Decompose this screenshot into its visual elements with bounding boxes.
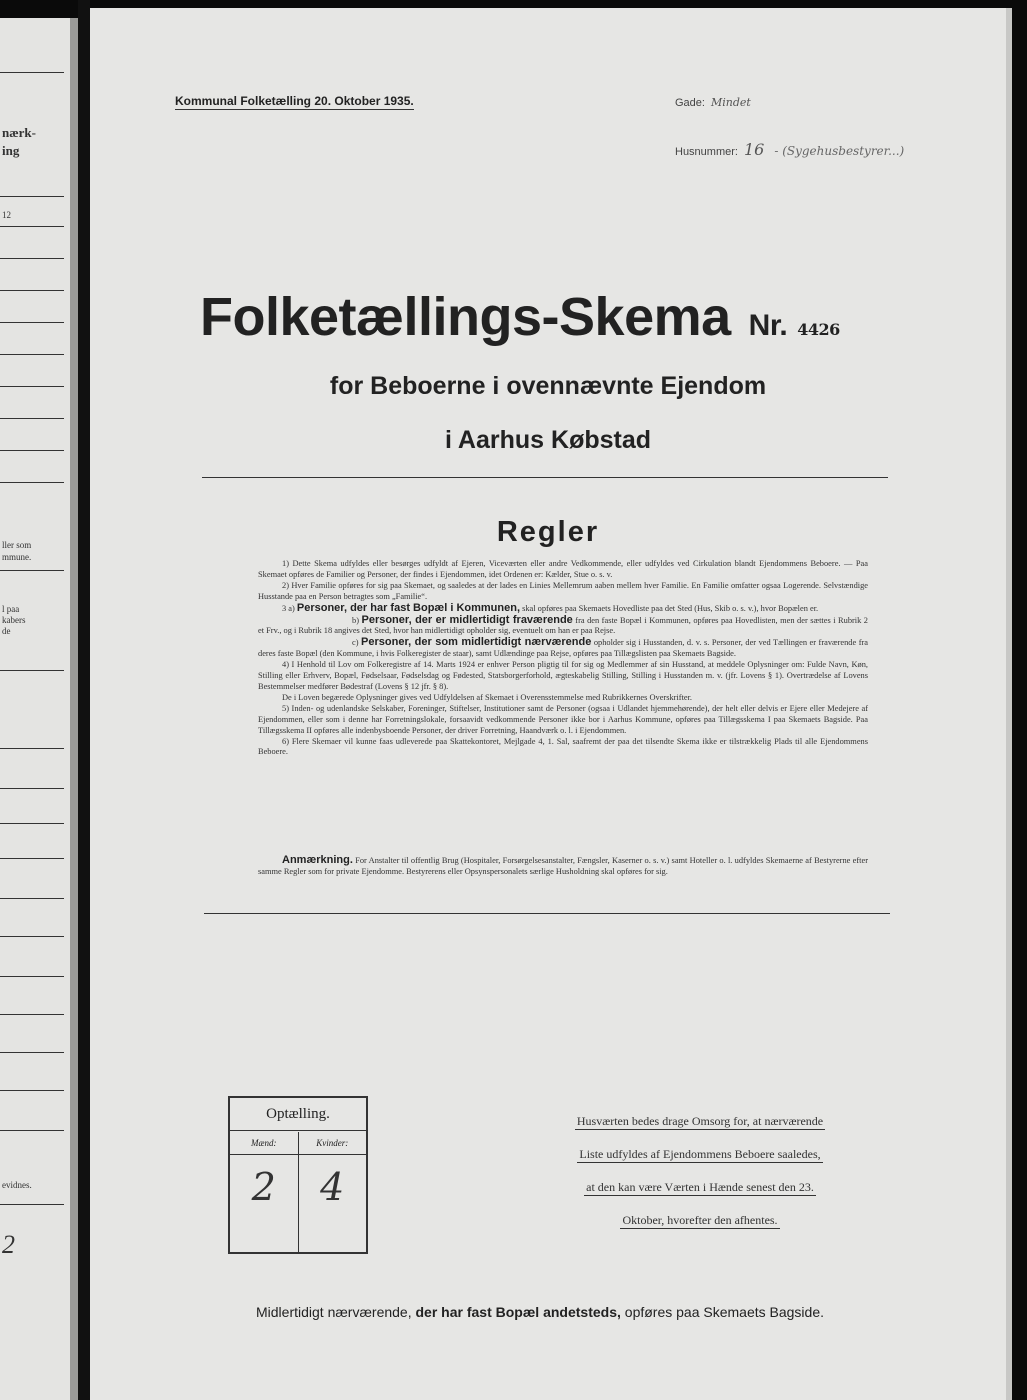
anmaerkning — [258, 855, 868, 877]
ruled-line — [0, 386, 64, 387]
rules-body — [258, 559, 868, 758]
census-header: Kommunal Folketælling 20. Oktober 1935. — [175, 94, 414, 108]
ruled-line — [0, 748, 64, 749]
ruled-line — [0, 788, 64, 789]
ruled-line — [0, 482, 64, 483]
rule-3c — [258, 637, 868, 660]
page-fragment: l paa — [2, 604, 20, 614]
page-fragment: nærk- — [2, 125, 36, 140]
rule-3b-number: b) — [352, 615, 359, 625]
form-subtitle-city: i Aarhus Købstad — [444, 426, 652, 454]
gade-field — [675, 96, 751, 109]
maend-column — [230, 1132, 298, 1252]
landlord-notice — [530, 1108, 870, 1240]
rule-3a-heading: Personer, der har fast Bopæl i Kommunen, — [296, 601, 520, 614]
form-title-main: Folketællings-Skema — [200, 287, 731, 347]
rule-3b-text: fra den faste Bopæl i Kommunen, opføres paa Hovedlisten, men der sættes i Rubrik 2 et Frv., og i Rubrik 18 angives det Sted, hvor han midlertidigt opholder sig, eventuelt om han er paa Rejse. — [258, 615, 868, 636]
page-fragment: ing — [2, 143, 20, 158]
ruled-line — [0, 290, 64, 291]
book-gutter — [78, 0, 90, 1400]
page-fragment: 2 — [2, 1230, 15, 1259]
page-binding-edge — [70, 18, 78, 1400]
rule-3a-number: 3 a) — [282, 603, 295, 613]
rule-3c-text: opholder sig i Husstanden, d. v. s. Personer, der ved Tællingen er fraværende fra deres faste Bopæl (den Kommune, i hvis Folkeregister de staar), samt Udlændinge paa Rejse, opføres paa Tillægslisten paa Skemaets Bagside. — [258, 638, 869, 659]
census-form-page — [90, 8, 1012, 1400]
notice-line: Husværten bedes drage Omsorg for, at nærværende — [576, 1114, 824, 1128]
ruled-line — [0, 570, 64, 571]
rule-4: 4) I Henhold til Lov om Folkeregistre af 14. Marts 1924 er enhver Person pligtig til for sig og Medlemmer af sin Husstand, at meddele Oplysninger om: Fulde Navn, Køn, Stilling eller Erhverv, Bopæl, Fødselsaar, Fødselsdag og Fødested, Statsborgerforhold, ægteskabelig Stilling, Stilling i Husstanden m. v. (jfr. Lovens § 1). Overtrædelse af Lovens Bestemmelser medfører Bødestraf (Lovens § 12 jfr. § 8). — [258, 660, 868, 691]
optaelling-title: Optælling. — [230, 1098, 366, 1131]
gade-value: Mindet — [710, 96, 751, 109]
page-fragment: de — [2, 626, 11, 636]
page-fragment: mmune. — [2, 552, 32, 562]
ruled-line — [0, 1052, 64, 1053]
footer-note — [90, 1304, 990, 1320]
maend-label: Mænd: — [230, 1132, 298, 1155]
divider-top — [202, 477, 888, 478]
anmaerkning-lead: Anmærkning. — [282, 854, 353, 866]
form-subtitle: for Beboerne i ovennævnte Ejendom — [329, 372, 767, 400]
kvinder-column — [298, 1132, 367, 1252]
previous-page-edge — [0, 18, 78, 1400]
ruled-line — [0, 226, 64, 227]
optaelling-box — [228, 1096, 368, 1254]
husnummer-note: - (Sygehusbestyrer...) — [774, 144, 905, 158]
ruled-line — [0, 858, 64, 859]
husnummer-value: 16 — [743, 140, 765, 159]
rule-5: 5) Inden- og udenlandske Selskaber, Foreninger, Stiftelser, Institutioner samt de Personer (ogsaa i Udlandet hjemmehørende), der helt eller delvis er Ejere eller Medejere af Ejendommen, eller som i denne har Forretningslokale, forsaavidt vedkommende Personer ikke bor i Aarhus Kommune, opføres paa Tillægsskema I paa Skemaets Bagside. Paa Tillægsskema II opføres alle indenbysboende Personer, der driver Forretning, Haandværk o. l. i Ejendommen. — [258, 703, 868, 735]
rule-3a-text: skal opføres paa Skemaets Hovedliste paa det Sted (Hus, Skib o. s. v.), hvor Bopælen er. — [522, 603, 819, 613]
rule-2: 2) Hver Familie opføres for sig paa Skemaet, og saaledes at der lades en Linies Mellemrum aaben mellem hver Familie. En Familie omfatter ogsaa Logerende. Selvstændige Husstande paa en Person betragtes som „Familie“. — [258, 580, 868, 601]
ruled-line — [0, 196, 64, 197]
page-fragment: evidnes. — [2, 1180, 32, 1190]
ruled-line — [0, 1090, 64, 1091]
notice-line: Oktober, hvorefter den afhentes. — [622, 1213, 778, 1227]
rule-3b-heading: Personer, der er midlertidigt fraværende — [361, 613, 573, 626]
footer-pre: Midlertidigt nærværende, — [255, 1304, 412, 1320]
rules-heading: Regler — [496, 516, 600, 548]
ruled-line — [0, 418, 64, 419]
gade-label: Gade: — [675, 97, 705, 109]
ruled-line — [0, 322, 64, 323]
ruled-line — [0, 823, 64, 824]
footer-bold: der har fast Bopæl andetsteds, — [415, 1304, 621, 1320]
rule-1: 1) Dette Skema udfyldes eller besørges udfyldt af Ejeren, Viceværten eller andre Vedkommende, eller udfyldes ved Cirkulation blandt Ejendommens Beboere. — Paa Skemaet opføres de Familier og Personer, der findes i Ejendommen, idet Ordenen er: Kælder, Stue o. s. v. — [258, 559, 868, 579]
ruled-line — [0, 354, 64, 355]
ruled-line — [0, 898, 64, 899]
ruled-line — [0, 72, 64, 73]
ruled-line — [0, 936, 64, 937]
notice-line: Liste udfyldes af Ejendommens Beboere saaledes, — [579, 1147, 821, 1161]
rule-4b: De i Loven begærede Oplysninger gives ved Udfyldelsen af Skemaet i Overensstemmelse med Rubrikkernes Overskrifter. — [282, 692, 693, 702]
kvinder-label: Kvinder: — [299, 1132, 367, 1155]
ruled-line — [0, 976, 64, 977]
ruled-line — [0, 670, 64, 671]
kvinder-count: 4 — [320, 1165, 345, 1209]
rule-3c-number: c) — [352, 638, 359, 648]
page-fragment: 12 — [2, 210, 11, 220]
page-fragment: ller som — [2, 540, 32, 550]
notice-line: at den kan være Værten i Hænde senest den 23. — [586, 1180, 814, 1194]
ruled-line — [0, 450, 64, 451]
form-title — [200, 286, 840, 348]
ruled-line — [0, 1130, 64, 1131]
form-number-label: Nr. — [748, 309, 788, 342]
rule-6: 6) Flere Skemaer vil kunne faas udleverede paa Skattekontoret, Mejlgade 4, 1. Sal, saafremt der paa det tilsendte Skema ikke er tilstrækkelig Plads til alle Ejendommens Beboere. — [258, 736, 868, 757]
husnummer-field — [675, 140, 904, 159]
ruled-line — [0, 1014, 64, 1015]
maend-count: 2 — [251, 1165, 276, 1209]
rule-3c-heading: Personer, der som midlertidigt nærværende — [361, 636, 592, 649]
footer-post: opføres paa Skemaets Bagside. — [624, 1304, 825, 1320]
anmaerkning-text: For Anstalter til offentlig Brug (Hospitaler, Forsørgelsesanstalter, Fængsler, Kaserner o. s. v.) samt Hoteller o. l. udfyldes Skemaerne af Bestyrerne efter samme Regler som for private Ejendomme. Bestyrerens eller Opsynspersonalets særlige Husholdning skal opføres for sig. — [258, 856, 869, 876]
ruled-line — [0, 1204, 64, 1205]
ruled-line — [0, 258, 64, 259]
form-number-value: 4426 — [797, 320, 840, 339]
page-fragment: kabers — [2, 615, 26, 625]
page-right-edge — [1006, 8, 1012, 1400]
husnummer-label: Husnummer: — [675, 146, 738, 158]
divider-bottom — [204, 913, 890, 914]
rule-3b — [258, 615, 868, 638]
